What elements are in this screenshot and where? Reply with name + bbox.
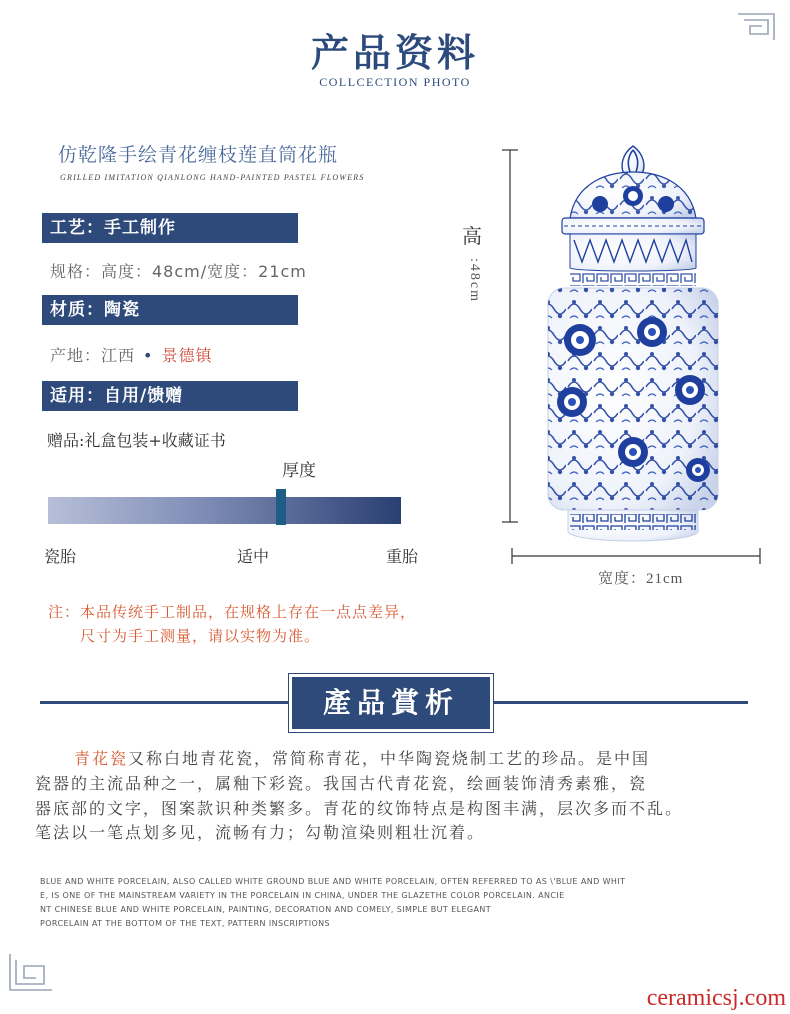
thickness-label-heavy: 重胎 <box>386 547 419 566</box>
product-name: 仿乾隆手绘青花缠枝莲直筒花瓶 <box>58 144 339 166</box>
origin-dot: • <box>143 346 154 365</box>
height-label: 高 <box>462 224 482 248</box>
description-line-3: 器底部的文字，图案款识种类繁多。青花的纹饰特点是构图丰满，层次多而不乱。 <box>35 799 684 818</box>
appreciation-title: 產品賞析 <box>292 677 490 729</box>
description-line-1 <box>74 746 790 769</box>
thickness-label-medium: 适中 <box>237 547 270 566</box>
description-line-2: 瓷器的主流品种之一，属釉下彩瓷。我国古代青花瓷，绘画装饰清秀素雅，瓷 <box>35 774 648 793</box>
english-line-1: BLUE AND WHITE PORCELAIN, ALSO CALLED WHITE GROUND BLUE AND WHITE PORCELAIN, OFTEN REFERRED TO AS \'BLUE AND WHIT <box>40 877 626 886</box>
craft-label-bar: 工艺：手工制作 <box>42 213 298 243</box>
thickness-marker <box>276 489 286 525</box>
origin-city: 景德镇 <box>161 346 213 365</box>
english-line-4: PORCELAIN AT THE BOTTOM OF THE TEXT, PATTERN INSCRIPTIONS <box>40 919 331 928</box>
size-spec: 规格：高度：48cm/宽度：21cm <box>50 262 307 281</box>
material-label-bar: 材质：陶瓷 <box>42 295 298 325</box>
divider-left <box>40 701 288 704</box>
page-subtitle: COLLCECTION PHOTO <box>319 75 471 89</box>
description-line-1-rest: 又称白地青花瓷，常简称青花，中华陶瓷烧制工艺的珍品。是中国 <box>128 749 651 768</box>
corner-ornament-bottom-left <box>4 950 56 996</box>
note-line-2: 尺寸为手工测量，请以实物为准。 <box>80 627 321 645</box>
page-title: 产品资料 <box>310 30 479 75</box>
english-line-2: E, IS ONE OF THE MAINSTREAM VARIETY IN THE PORCELAIN IN CHINA, UNDER THE GLAZETHE COLOR PORCELAIN. ANCIE <box>40 891 565 900</box>
thickness-bar <box>48 497 401 524</box>
origin-prefix: 产地：江西 <box>50 346 136 365</box>
gift-line: 赠品:礼盒包装+收藏证书 <box>47 431 226 450</box>
divider-right <box>494 701 748 704</box>
width-label: 宽度：21cm <box>598 571 684 587</box>
thickness-label-thin: 瓷胎 <box>44 547 77 566</box>
thickness-title: 厚度 <box>282 461 316 481</box>
description-accent: 青花瓷 <box>74 749 129 768</box>
product-name-english: GRILLED IMITATION QIANLONG HAND-PAINTED PASTEL FLOWERS <box>60 173 365 182</box>
usage-label-bar: 适用：自用/馈赠 <box>42 381 298 411</box>
description-line-4: 笔法以一笔点划多见，流畅有力；勾勒渲染则粗壮沉着。 <box>35 823 486 842</box>
origin-line <box>50 343 212 366</box>
note-line-1: 注：本品传统手工制品，在规格上存在一点点差异， <box>48 603 417 621</box>
english-line-3: NT CHINESE BLUE AND WHITE PORCELAIN, PAINTING, DECORATION AND COMELY, SIMPLE BUT ELEGANT <box>40 905 492 914</box>
watermark: ceramicsj.com <box>646 985 786 1011</box>
height-value: :48cm <box>467 258 482 303</box>
vase-image <box>540 140 726 548</box>
